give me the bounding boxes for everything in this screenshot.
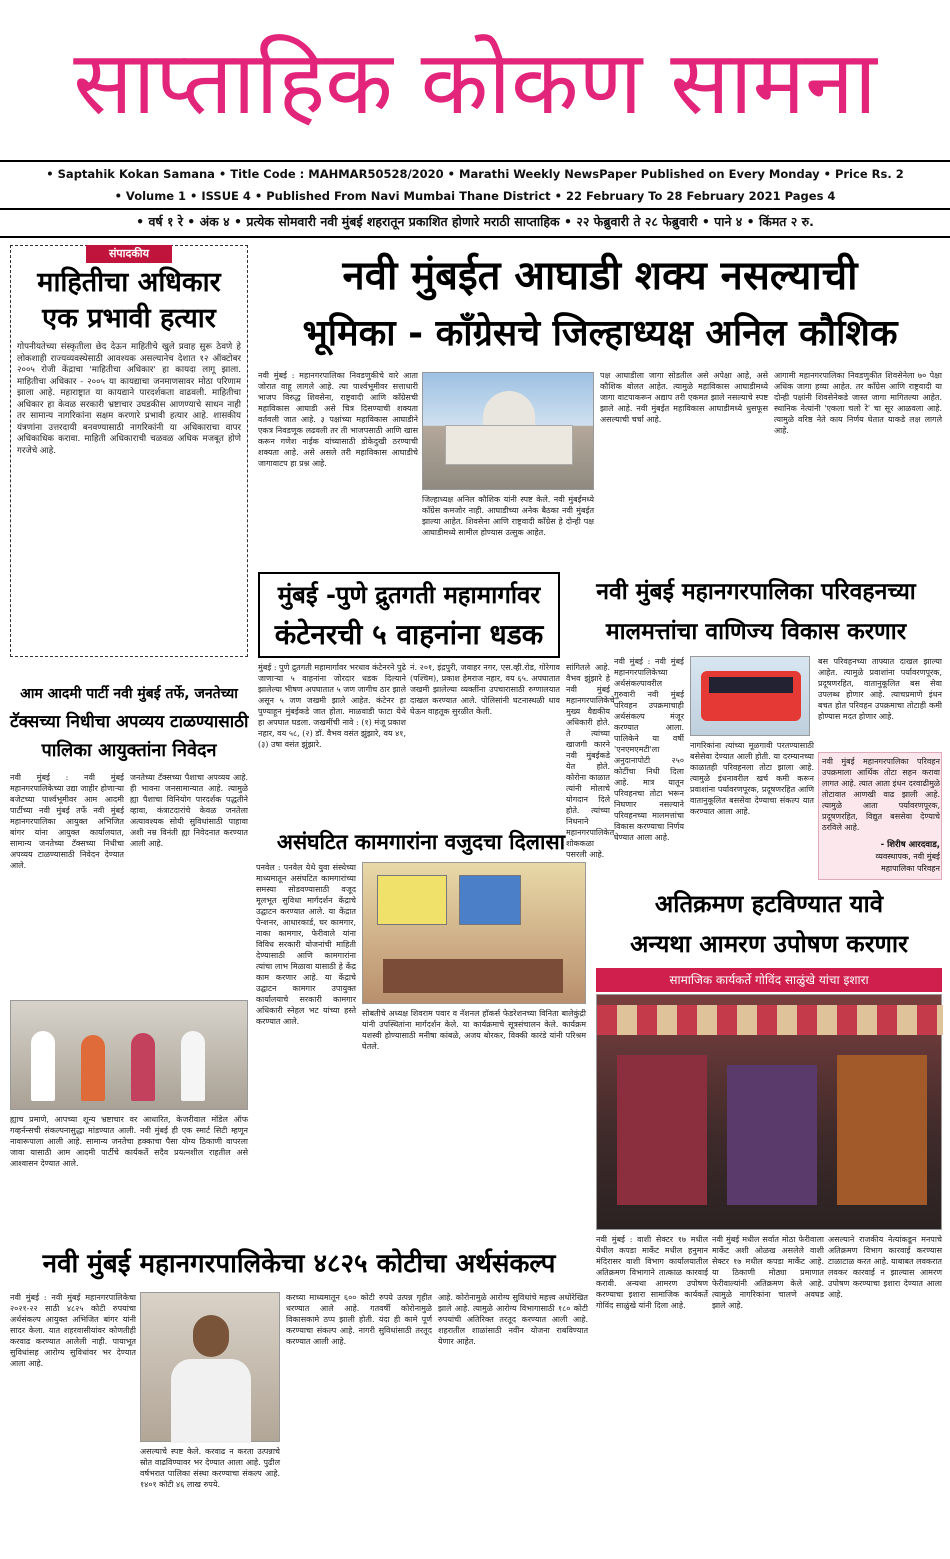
stall-icon — [727, 1065, 817, 1205]
budget-headline: नवी मुंबई महानगरपालिकेचा ४८२५ कोटीचा अर्थसंकल्प — [42, 1249, 556, 1279]
lead-col1: नवी मुंबई : महानगरपालिका निवडणुकीचे वारे आता जोरात वाहू लागले आहे. त्या पार्श्वभूमीवर सत्ताधारी भाजप विरुद्ध शिवसेना, राष्ट्रवादी आणि काँग्रेसची महाविकास आघाडी असे चित्र दिसण्याची शक्यता वर्तवली जात आहे. ३ पक्षांच्या महाविकास आघाडीने एकत्र निवडणूक लढवली तर ती भाजपसाठी आणि खास करून गणेश नाईक यांच्यासाठी डोकेदुखी ठरण्याची शक्यता आहे. असे असले तरी महाविकास आघाडीचे जागावाटप हा प्रश्न आहे. — [258, 371, 418, 468]
aap-caption: ह्याच प्रमाणे, आपच्या शून्य भ्रष्टाचार वर आधारित, केजरीवाल मॉडेल ऑफ गव्हर्नन्सची संकल्पनासुद्धा मांडण्यात आली. नवी मुंबई ही एक स्मार्ट सिटी म्हणून नावारूपाला आली आहे. सामान्य जनतेचा हक्काचा पैसा योग्य ठिकाणी वापरला जावा यासाठी आम आदमी पार्टीचे कार्यकर्ते सदैव प्रयत्नशील राहतील असे आश्वासन देण्यात आले. — [10, 1115, 248, 1168]
highway-box — [258, 572, 560, 658]
workers-caption: सोबतीचे अध्यक्ष शिवराम पवार व नॅशनल हॉकर्स फेडरेशनच्या विनिता बालेकुंद्री यांनी उपस्थितांना मार्गदर्शन केले. या कार्यक्रमाचे सूत्रसंचालन केले. कार्यक्रम यशस्वी होण्यासाठी मनीषा कांबळे, अजय बोरकर, विक्की कारंडे यांनी परिश्रम घेतले. — [362, 1009, 586, 1051]
stall-icon — [617, 1055, 707, 1205]
workers-photo-inauguration — [362, 862, 586, 1004]
budget-caption: असल्याचे स्पष्ट केले. करवाढ न करता उत्पन्नाचे स्रोत वाढविण्यावर भर देण्यात आला आहे. पुढील वर्षभरात पालिका संस्था करण्याचा संकल्प आहे. १४०१ कोटी ४६ लाख रुपये. — [140, 1447, 280, 1489]
highway-col3: सांगितले आहे. वैभव झुंझारे हे नवी मुंबई महानगरपालिकेचे मुख्य वैद्यकीय अधिकारी होते. ते त्यांच्या खाजगी कारने नवी मुंबईकडे येत होते. कोरोना काळात त्यांनी मोलाचे योगदान दिले होते. त्यांच्या निधनाने महानगरपालिकेत शोककळा पसरली आहे. — [566, 663, 615, 859]
person-icon — [81, 1035, 105, 1101]
person-body-icon — [171, 1359, 251, 1443]
lead-col2: जिल्हाध्यक्ष अनिल कौशिक यांनी स्पष्ट केले. नवी मुंबईमध्ये काँग्रेस कमजोर नाही. आघाडीच्या अनेक बैठका नवी मुंबईत झाल्या आहेत. शिवसेना आणि राष्ट्रवादी काँग्रेस हे दोन्ही पक्ष आघाडीमध्ये सामील होण्यास उत्सुक आहेत. — [422, 495, 594, 537]
lead-col3: पक्ष आघाडीला जागा सोडतील असे अपेक्षा आहे, असे कौशिक बोलत आहेत. त्यामुळे महाविकास आघाडीमध्ये जागा वाटपाकरून अद्याप तरी एकमत झाले नसल्याचे स्पष्ट झाले आहे. नवी मुंबईत महाविकास आघाडीमध्ये धुसफूस असल्याची चर्चा आहे. — [600, 371, 768, 424]
editorial-tag: संपादकीय — [86, 245, 172, 263]
aap-headline-line3: पालिका आयुक्तांना निवेदन — [41, 740, 217, 761]
person-head-icon — [193, 1315, 229, 1357]
masthead-info-line1: • Saptahik Kokan Samana • Title Code : MAHMAR50528/2020 • Marathi Weekly NewsPaper Published on Every Monday • Price Rs. 2 — [46, 167, 904, 181]
workers-headline: असंघटित कामगारांना वजुदचा दिलासा — [276, 830, 566, 854]
encroach-col3: असल्याने राजकीय नेत्यांकडून मनपाचे अतिक्रमण विभाग कारवाई करण्यास टाळाटाळ करत आहे. याबाबत लवकरात लवकर कारवाई न झाल्यास आमरण उपोषण करण्याचा इशारा देण्यात आला आहे. — [828, 1235, 942, 1299]
workers-body: पनवेल : पनवेल येथे युवा संस्थेच्या माध्यमातून असंघटित कामगारांच्या समस्या सोडवण्यासाठी वजूद मूलभूत सुविधा मार्गदर्शन केंद्राचे उद्घाटन करण्यात आले. या केंद्रात पेन्शनर, आधारकार्ड, घर कामगार, नाका कामगार, फेरीवाले यांना विविध सरकारी योजनांची माहिती देण्यासाठी आणि कामगारांना त्यांचा लाभ मिळावा यासाठी हे केंद्र काम करणार आहे. या केंद्राचे उद्घाटन कामगार उपायुक्त कार्यालयाचे सरकारी कामगार अधिकारी स्नेहल भट यांच्या हस्ते करण्यात आले. — [256, 863, 356, 1026]
aap-col2: जनतेच्या टॅक्सच्या पैशाचा अपव्यय आहे. ही भावना जनसामान्यात आहे. त्यामुळे ह्या पैशाचा विनियोग पारदर्शक पद्धतीने व्हावा, कंत्राटदारांचे केवळ जनतेला अत्यावश्यक सोयी सुविधांसाठी पाहावा अशी नम्र विनंती ह्या निवेदनात करण्यात आली आहे. — [130, 773, 248, 848]
lead-headline-line2: भूमिका - काँग्रेसचे जिल्हाध्यक्ष अनिल कौशिक — [302, 313, 898, 354]
aap-col1: नवी मुंबई : नवी मुंबई महानगरपालिकेच्या उद्या जाहीर होणाऱ्या बजेटच्या पार्श्वभूमीवर आम आदमी पार्टीच्या नवी मुंबई तर्फे नवी मुंबई महानगरपालिका आयुक्त अभिजित बांगर यांना आयुक्त कार्यालयात, सामान्य जनतेच्या टॅक्सच्या निधीचा अपव्यय टाळण्यासाठी निवेदन देण्यात आले. — [10, 773, 124, 870]
transport-col3: बस परिवहनच्या ताफ्यात दाखल झाल्या आहेत. त्यामुळे प्रवाशांना पर्यावरणपूरक, प्रदूषणरहित, वातानुकूलित बस सेवा उपलब्ध होणार आहे. त्याचप्रमाणे इंधन बचत होत परिवहन उपक्रमाचा तोटाही कमी होण्यास मदत होणार आहे. — [818, 657, 942, 721]
awning-icon — [597, 1005, 943, 1035]
transport-quote-text: नवी मुंबई महानगरपालिका परिवहन उपक्रमाला आर्थिक तोटा सहन करावा लागत आहे. त्यात आता इंधन दरवाढीमुळे तोटावात आणखी वाढ झाली आहे. त्यामुळे आता पर्यावरणपूरक, प्रदूषणरहित, विद्युत बससेवा देण्याचे ठरविले आहे. — [822, 757, 940, 832]
transport-photo-bus — [690, 656, 810, 736]
highway-headline-line2: कंटेनरची ५ वाहनांना धडक — [274, 618, 544, 651]
person-icon — [181, 1031, 205, 1101]
budget-col3: करच्या माध्यमातून ६०० कोटी रुपये उत्पन्न गृहीत धरण्यात आले आहे. गतवर्षी कोरोनामुळे विकासकामे ठप्प झाली होती. यंदा ही कामे पूर्ण करण्याचा संकल्प आहे. नागरी सुविधांसाठी तरतूद करण्यात आली आहे. — [286, 1293, 432, 1346]
budget-col4: आहे. कोरोनामुळे आरोग्य सुविधांचे महत्त्व अधोरेखित झाले आहे. त्यामुळे आरोग्य विभागासाठी १८० कोटी रुपयांची अतिरिक्त तरतूद करण्यात आली आहे. शहरातील शाळांसाठी नवीन योजना राबविण्यात येणार आहेत. — [438, 1293, 588, 1346]
highway-col2: नं. २०१, इंद्रपुरी, जवाहर नगर, एस.व्ही.रोड, गोरेगाव (पश्चिम), प्रकाश हेमराज नहार, वय ६५. अपघातात जखमी झालेल्या व्यक्तींना उपचारासाठी रुग्णालयात दाखल करण्यात आले. पोलिसांनी घटनास्थळी धाव घेऊन वाहतूक सुरळीत केली. — [410, 663, 560, 716]
masthead-info-line2: • Volume 1 • ISSUE 4 • Published From Navi Mumbai Thane District • 22 February To 28 February 2021 Pages 4 — [114, 189, 836, 203]
highway-col1: मुंबई : पुणे द्रुतगती महामार्गावर भरधाव कंटेनरने पुढे जाणाऱ्या ५ वाहनांना जोरदार धडक दिल्याने झालेल्या भीषण अपघातात ५ जण जागीच ठार झाले असून ५ जण जखमी झाले आहेत. कंटेनर हा पुण्याहून मुंबईकडे जात होता. माळवाडी फाटा येथे हा अपघात घडला. जखमींची नावे : (१) मंजू प्रकाश नहार, वय ५८, (२) डॉ. वैभव वसंत झुंझारे, वय ४१, (३) उषा वसंत झुंझारे. — [258, 663, 407, 749]
encroach-col2: नवी मुंबई मधील सर्वात मोठा फेरीवाला मार्केट अशी ओळख असलेले वाशी सेक्टर १७ मधील कपडा मार्केट आहे. या ठिकाणी मोठ्या प्रमाणात फेरीवाल्यांनी अतिक्रमण केले आहे. त्यामुळे नागरिकांना चालणे अवघड झाले आहे. — [712, 1235, 824, 1310]
masthead — [0, 0, 950, 240]
encroach-col1: नवी मुंबई : वाशी सेक्टर १७ मधील येथील कपडा मार्केट मधील हनुमान मंदिरासर वाशी विभाग कार्यालयातील अतिक्रमण विभागाने तात्काळ कारवाई करावी. अन्यथा आमरण उपोषण करण्याचा इशारा सामाजिक कार्यकर्ते गोविंद साळुंखे यांनी दिला आहे. — [596, 1235, 708, 1310]
budget-col1: नवी मुंबई : नवी मुंबई महानगरपालिकेचा २०२१-२२ साठी ४८२५ कोटी रुपयांचा अर्थसंकल्प आयुक्त अभिजित बांगर यांनी सादर केला. यात शहरवासीयांवर कोणतीही करवाढ करण्यात आलेली नाही. पायाभूत सुविधांसह आरोग्य सुविधांवर भर देण्यात आला आहे. — [10, 1293, 136, 1368]
highway-headline-line1: मुंबई -पुणे द्रुतगती महामार्गावर — [277, 581, 541, 609]
transport-quote-signature-name: - शिरीष आरदवाड, — [880, 840, 940, 850]
notice-board-icon — [459, 875, 521, 925]
table-icon — [383, 959, 563, 993]
building-facade-icon — [445, 425, 573, 465]
encroach-banner: सामाजिक कार्यकर्ते गोविंद साळुंखे यांचा इशारा — [596, 968, 942, 992]
notice-board-icon — [377, 875, 447, 925]
aap-headline-line2: टॅक्सच्या निधीचा अपव्यय टाळण्यासाठी — [10, 712, 249, 732]
encroach-headline-line2: अन्यथा आमरण उपोषण करणार — [630, 930, 908, 958]
masthead-title: साप्ताहिक कोकण सामना — [73, 31, 877, 134]
lead-headline-line1: नवी मुंबईत आघाडी शक्य नसल्याची — [342, 253, 858, 299]
transport-quote-box — [818, 752, 942, 880]
person-icon — [131, 1033, 155, 1101]
building-dome-icon — [483, 391, 535, 427]
aap-photo-memorandum — [10, 1000, 248, 1110]
stall-icon — [837, 1055, 927, 1205]
transport-quote-signature-org: महापालिका परिवहन — [881, 864, 940, 873]
editorial-title-line1: माहितीचा अधिकार — [37, 267, 221, 298]
lead-col4: आगामी महानगरपालिका निवडणुकीत शिवसेनेला ७० पेक्षा अधिक जागा हव्या आहेत. तर काँग्रेस आणि राष्ट्रवादी या दोन्ही पक्षांनी शिवसेनेकडे जास्त जागा मागितल्या आहेत. स्थानिक नेत्यांनी 'एकला चलो रे' चा सूर आळवला आहे. त्यामुळे वरिष्ठ नेते काय निर्णय घेतात याकडे लक्ष लागले आहे. — [774, 371, 942, 435]
editorial-body: गोपनीयतेच्या संस्कृतीला छेद देऊन माहितीचे खुले प्रवाह सुरू ठेवणे हे लोकशाही राज्यव्यवस्थेसाठी आवश्यक असल्यानेच देशात १२ ऑक्टोबर २००५ रोजी केंद्राचा 'माहितीचा अधिकार' हा कायदा लागू झाला. माहितीचा अधिकार - २००५ या कायद्याचा जनमाणसावर मोठा परिणाम झाला आहे. महाराष्ट्रात या कायद्याने पारदर्शकता वाढवली. माहितीचा अधिकार हा केवळ सरकारी भ्रष्टाचार उघडकीस आणण्याचे साधन नाही तर सामान्य नागरिकांना सक्षम करणारे प्रभावी हत्यार आहे. शासकीय यंत्रणांना उत्तरदायी बनवण्यासाठी नागरिकांनी या अधिकाराचा वापर अधिकाधिक करावा. माहिती अधिकाराची चळवळ अधिक मजबूत होणे गरजेचे आहे. — [17, 342, 241, 456]
transport-headline-line2: मालमत्तांचा वाणिज्य विकास करणार — [605, 619, 907, 645]
masthead-rule-bottom — [0, 236, 950, 238]
encroach-headline-line1: अतिक्रमण हटविण्यात यावे — [654, 890, 884, 918]
masthead-marathi-line: • वर्ष १ रे • अंक ४ • प्रत्येक सोमवारी नवी मुंबई शहरातून प्रकाशित होणारे मराठी साप्ताहिक • २२ फेब्रुवारी ते २८ फेब्रुवारी • पाने ४ • किंमत २ रु. — [136, 214, 814, 229]
transport-headline-line1: नवी मुंबई महानगरपालिका परिवहनच्या — [596, 579, 916, 605]
transport-col1: नवी मुंबई : नवी मुंबई महानगरपालिकेच्या अर्थसंकल्पावरील गुरुवारी नवी मुंबई परिवहन उपक्रमाचाही अर्थसंकल्प मंजूर करण्यात आला. पालिकेने या वर्षी 'एनएमएमटी'ला अनुदानापोटी २५० कोटींचा निधी दिला आहे. मात्र यातून परिवहनचा तोटा भरून निघणार नसल्याने परिवहनच्या मालमत्तांचा विकास करण्याचा निर्णय घेण्यात आला आहे. — [614, 657, 684, 842]
person-icon — [31, 1031, 55, 1101]
budget-photo-commissioner — [140, 1292, 280, 1442]
transport-col2: नागरिकांना त्यांच्या मूळगावी परतण्यासाठी बसेसेवा देण्यात आली होती. या दरम्यानच्या काळातही परिवहनला तोटा झाला आहे. त्यामुळे इंधनावरील खर्च कमी करून प्रवाशांना पर्यावरणपूरक, प्रदूषणरहित आणि वातानुकूलित बससेवा देण्याचा संकल्प यात करण्यात आला आहे. — [690, 741, 814, 816]
editorial-box — [10, 245, 248, 657]
masthead-rule-top — [0, 160, 950, 162]
transport-quote-signature-title: व्यवस्थापक, नवी मुंबई — [875, 852, 940, 861]
editorial-title-line2: एक प्रभावी हत्यार — [42, 303, 216, 334]
lead-photo-building — [422, 372, 594, 490]
bus-window-icon — [709, 677, 793, 693]
aap-headline-line1: आम आदमी पार्टी नवी मुंबई तर्फे, जनतेच्या — [20, 686, 238, 702]
encroach-photo-market — [596, 994, 942, 1230]
